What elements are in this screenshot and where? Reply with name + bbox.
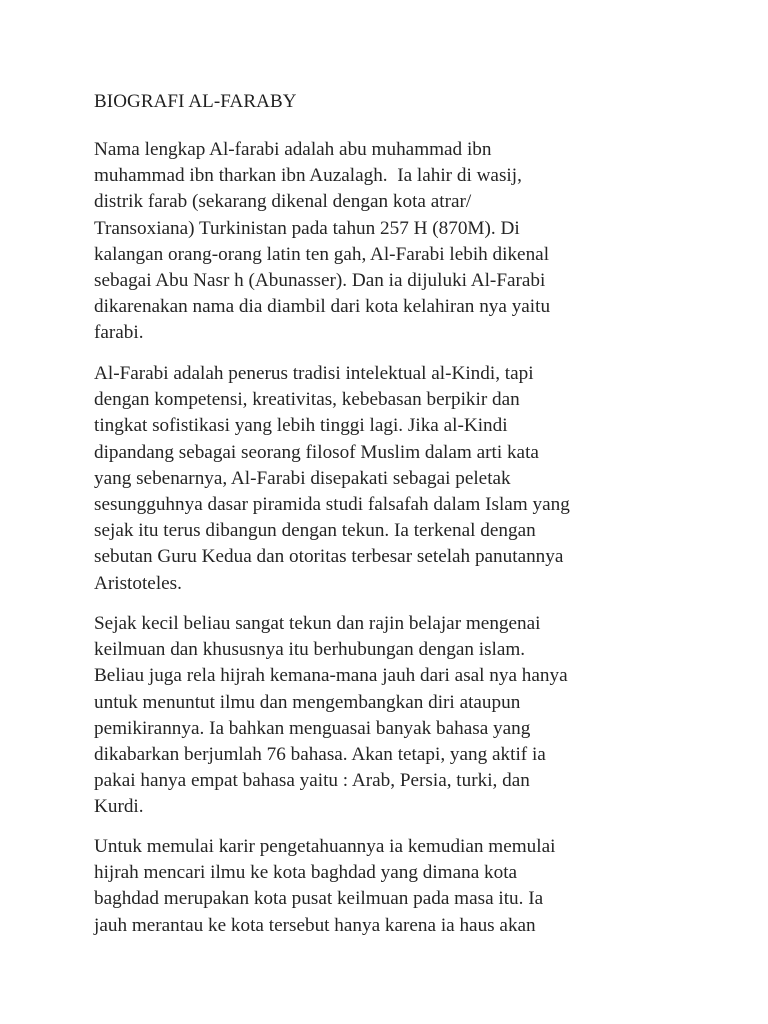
text-line: Transoxiana) Turkinistan pada tahun 257 H (870M). Di xyxy=(94,217,520,239)
text-line: dengan kompetensi, kreativitas, kebebasan berpikir dan xyxy=(94,389,520,411)
text-line: dipandang sebagai seorang filosof Muslim dalam arti kata xyxy=(94,441,539,463)
text-line: pemikirannya. Ia bahkan menguasai banyak bahasa yang xyxy=(94,717,531,739)
text-line: Sejak kecil beliau sangat tekun dan rajin belajar mengenai xyxy=(94,613,541,634)
page-title: BIOGRAFI AL-FARABY xyxy=(94,91,297,112)
text-line: distrik farab (sekarang dikenal dengan kota atrar/ xyxy=(94,191,472,213)
paragraph-2 xyxy=(94,361,694,597)
text-line: dikarenakan nama dia diambil dari kota kelahiran nya yaitu xyxy=(94,296,551,318)
text-line: baghdad merupakan kota pusat keilmuan pada masa itu. Ia xyxy=(94,888,544,910)
text-line: hijrah mencari ilmu ke kota baghdad yang dimana kota xyxy=(94,862,518,884)
text-line: kalangan orang-orang latin ten gah, Al-Farabi lebih dikenal xyxy=(94,243,550,265)
text-line: sebagai Abu Nasr h (Abunasser). Dan ia dijuluki Al-Farabi xyxy=(94,270,546,292)
text-line: Kurdi. xyxy=(94,796,144,818)
text-line: Nama lengkap Al-farabi adalah abu muhammad ibn xyxy=(94,139,492,160)
text-line: keilmuan dan khususnya itu berhubungan dengan islam. xyxy=(94,639,526,661)
text-line: sejak itu terus dibangun dengan tekun. Ia terkenal dengan xyxy=(94,520,536,542)
paragraph-4 xyxy=(94,834,694,939)
text-line: sesungguhnya dasar piramida studi falsafah dalam Islam yang xyxy=(94,494,570,516)
text-line: Al-Farabi adalah penerus tradisi intelektual al-Kindi, tapi xyxy=(94,363,534,384)
text-line: Untuk memulai karir pengetahuannya ia kemudian memulai xyxy=(94,836,556,857)
text-line: jauh merantau ke kota tersebut hanya karena ia haus akan xyxy=(94,914,536,936)
text-line: muhammad ibn tharkan ibn Auzalagh. Ia lahir di wasij, xyxy=(94,165,522,187)
paragraph-1 xyxy=(94,137,694,347)
text-line: tingkat sofistikasi yang lebih tinggi lagi. Jika al-Kindi xyxy=(94,415,508,437)
text-line: Aristoteles. xyxy=(94,572,182,594)
text-line: untuk menuntut ilmu dan mengembangkan diri ataupun xyxy=(94,691,521,713)
text-line: sebutan Guru Kedua dan otoritas terbesar setelah panutannya xyxy=(94,546,564,568)
text-line: pakai hanya empat bahasa yaitu : Arab, Persia, turki, dan xyxy=(94,770,530,792)
text-line: yang sebenarnya, Al-Farabi disepakati sebagai peletak xyxy=(94,467,511,489)
text-line: farabi. xyxy=(94,322,144,344)
paragraph-3 xyxy=(94,611,694,821)
text-line: Beliau juga rela hijrah kemana-mana jauh dari asal nya hanya xyxy=(94,665,568,687)
text-line: dikabarkan berjumlah 76 bahasa. Akan tetapi, yang aktif ia xyxy=(94,744,546,766)
